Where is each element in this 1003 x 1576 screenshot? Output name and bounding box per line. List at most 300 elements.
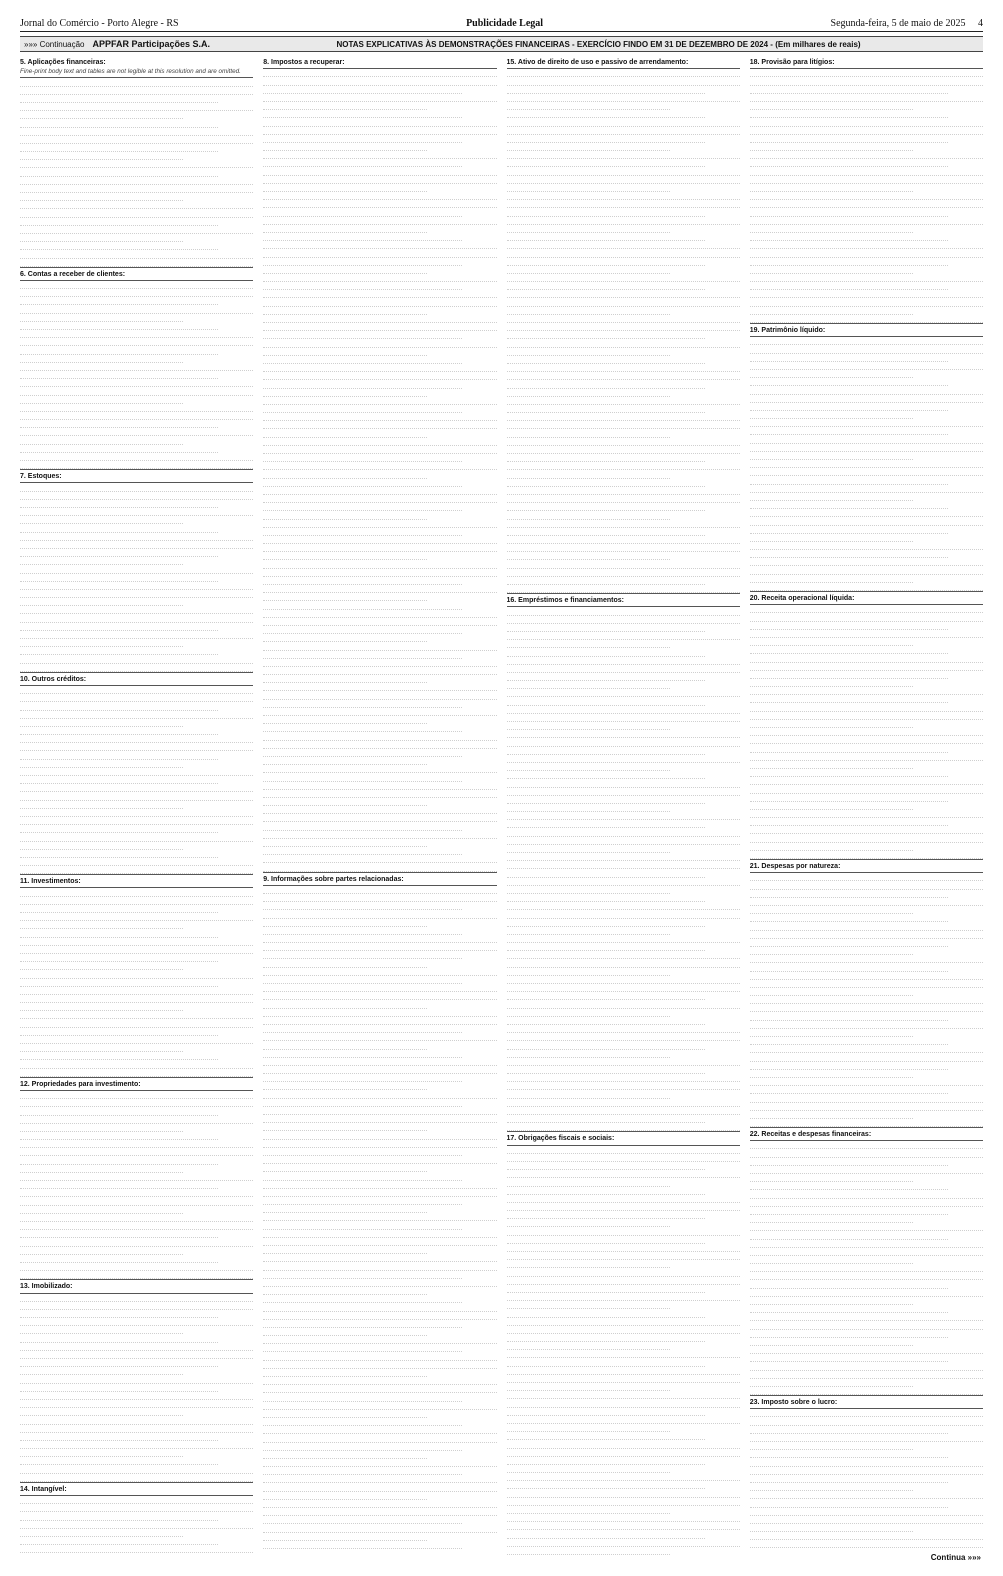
text-line: [750, 1086, 948, 1094]
text-line: [263, 192, 496, 200]
text-line: [750, 873, 983, 881]
text-line: [750, 354, 948, 362]
text-line: [20, 492, 253, 500]
text-line: [507, 1090, 670, 1098]
text-line: [263, 298, 496, 306]
text-line: [507, 413, 740, 421]
text-line: [507, 1342, 670, 1350]
text-line: [750, 1021, 983, 1029]
text-line: [20, 825, 218, 833]
text-line: [750, 1037, 948, 1045]
text-line: [507, 1082, 740, 1090]
section-heading: 8. Impostos a recuperar:: [263, 59, 345, 66]
text-line: [263, 601, 461, 609]
text-line: [263, 421, 496, 429]
text-line: [263, 1500, 496, 1508]
fine-print-block: [20, 1293, 253, 1483]
text-line: [507, 1146, 740, 1154]
text-line: [507, 665, 740, 673]
text-line: [263, 151, 496, 159]
text-line: [507, 1457, 705, 1465]
text-line: [750, 1272, 983, 1280]
text-line: [750, 1248, 983, 1256]
text-line: [750, 728, 983, 736]
text-line: [750, 1548, 948, 1556]
text-line: [20, 436, 183, 444]
text-line: [750, 1362, 983, 1370]
text-line: [507, 1318, 740, 1326]
text-line: [263, 1451, 426, 1459]
text-line: [507, 1383, 670, 1391]
text-line: [750, 1516, 983, 1524]
text-line: [20, 1099, 253, 1107]
text-line: [507, 1033, 740, 1041]
text-line: [263, 1246, 426, 1254]
text-line: [750, 1004, 983, 1012]
text-line: [507, 1277, 740, 1285]
text-line: [263, 1369, 426, 1377]
text-line: [507, 845, 670, 853]
text-line: [20, 1238, 253, 1246]
text-line: [507, 1399, 740, 1407]
text-line: [507, 1236, 705, 1244]
text-line: [20, 541, 253, 549]
text-line: [263, 323, 496, 331]
text-line: [20, 119, 218, 127]
company-name: APPFAR Participações S.A.: [92, 39, 211, 49]
text-line: [507, 730, 740, 738]
text-line: [20, 1334, 218, 1342]
text-line: [263, 520, 496, 528]
text-line: [750, 972, 983, 980]
text-line: [20, 858, 253, 866]
text-line: [507, 479, 705, 487]
text-line: [20, 686, 253, 694]
text-line: [20, 1247, 183, 1255]
text-line: [20, 234, 183, 242]
text-line: [263, 1230, 496, 1238]
text-line: [750, 127, 983, 135]
text-line: [507, 217, 740, 225]
text-line: [507, 1260, 670, 1268]
text-line: [20, 905, 218, 913]
text-line: [263, 847, 461, 855]
text-line: [750, 843, 913, 851]
text-line: [263, 487, 496, 495]
text-line: [750, 427, 948, 435]
text-line: [507, 290, 740, 298]
masthead: [20, 18, 983, 32]
text-line: [20, 1400, 253, 1408]
text-line: [263, 1107, 496, 1115]
text-line: [750, 403, 948, 411]
text-line: [507, 528, 705, 536]
text-line: [20, 346, 218, 354]
text-line: [20, 1425, 253, 1433]
text-line: [263, 1336, 496, 1344]
text-line: [507, 372, 740, 380]
text-line: [750, 550, 948, 558]
text-line: [750, 485, 983, 493]
text-line: [20, 743, 253, 751]
text-line: [263, 241, 496, 249]
text-line: [750, 744, 948, 752]
text-line: [750, 1387, 983, 1395]
text-line: [20, 218, 218, 226]
text-line: [507, 102, 670, 110]
text-line: [750, 1458, 983, 1466]
text-line: [263, 634, 426, 642]
text-line: [750, 69, 983, 77]
text-line: [20, 1222, 253, 1230]
text-line: [263, 691, 496, 699]
text-line: [263, 258, 461, 266]
text-line: [20, 412, 253, 420]
text-line: [507, 607, 740, 615]
text-line: [20, 1173, 253, 1181]
text-line: [750, 208, 948, 216]
text-line: [20, 111, 183, 119]
text-line: [750, 1532, 983, 1540]
text-line: [263, 1524, 496, 1532]
notes-title: NOTAS EXPLICATIVAS ÀS DEMONSTRAÇÕES FINANCEIRAS - EXERCÍCIO FINDO EM 31 DE DEZEMBRO DE 2024 - (Em milhares de reais): [336, 39, 861, 49]
text-line: [20, 371, 218, 379]
section-heading: 7. Estoques:: [20, 473, 62, 481]
text-line: [20, 1197, 253, 1205]
text-line: [750, 777, 983, 785]
text-line: [263, 159, 461, 167]
text-line: [263, 798, 426, 806]
text-line: [20, 664, 253, 672]
text-line: [507, 681, 670, 689]
text-line: [507, 771, 705, 779]
text-line: [263, 479, 461, 487]
text-line: [20, 1069, 253, 1077]
text-line: [263, 1475, 496, 1483]
text-line: [750, 444, 983, 452]
text-line: [507, 722, 670, 730]
text-line: [20, 817, 253, 825]
text-line: [20, 136, 253, 144]
text-line: [263, 560, 496, 568]
text-line: [507, 110, 705, 118]
text-line: [20, 128, 253, 136]
text-line: [507, 837, 740, 845]
text-line: [750, 1256, 913, 1264]
text-line: [750, 1483, 913, 1491]
text-line: [20, 396, 183, 404]
text-line: [750, 452, 913, 460]
text-line: [263, 1221, 461, 1229]
text-line: [750, 1166, 983, 1174]
fine-print-block: [263, 885, 496, 1556]
text-line: [750, 1207, 948, 1215]
text-line: [20, 929, 218, 937]
text-line: [507, 943, 705, 951]
section-heading: 15. Ativo de direito de uso e passivo de arrendamento:: [506, 59, 689, 66]
text-line: [750, 720, 913, 728]
text-line: [263, 536, 496, 544]
text-line: [507, 315, 740, 323]
text-line: [263, 1009, 496, 1017]
text-line: [750, 1305, 948, 1313]
text-line: [507, 1530, 705, 1538]
text-line: [507, 1449, 740, 1457]
text-line: [750, 386, 983, 394]
text-line: [507, 520, 740, 528]
text-line: [507, 446, 740, 454]
text-line: [263, 1483, 496, 1491]
text-line: [750, 818, 948, 826]
text-line: [507, 274, 740, 282]
text-line: [263, 822, 461, 830]
text-line: [750, 1078, 983, 1086]
text-line: [20, 582, 253, 590]
text-line: [750, 898, 983, 906]
text-line: [263, 1377, 496, 1385]
text-line: [750, 460, 983, 468]
text-line: [20, 516, 183, 524]
text-line: [263, 405, 461, 413]
text-line: [750, 1417, 983, 1425]
text-line: [750, 1045, 983, 1053]
text-line: [20, 979, 218, 987]
text-line: [750, 298, 983, 306]
text-line: [263, 307, 426, 315]
text-line: [263, 1197, 461, 1205]
text-line: [507, 820, 705, 828]
text-line: [750, 712, 983, 720]
text-line: [263, 1271, 461, 1279]
text-line: [750, 663, 983, 671]
fine-print-block: [507, 68, 740, 594]
text-line: [750, 1264, 983, 1272]
text-line: [750, 1240, 983, 1248]
text-line: [507, 397, 740, 405]
text-line: [20, 694, 253, 702]
text-line: [750, 1426, 948, 1434]
text-line: [263, 208, 461, 216]
text-line: [750, 1289, 983, 1297]
text-line: [750, 922, 983, 930]
text-line: [263, 167, 496, 175]
text-line: [20, 483, 253, 491]
text-line: [20, 1553, 253, 1556]
text-line: [750, 1280, 948, 1288]
text-line: [263, 511, 426, 519]
text-line: [263, 927, 461, 935]
text-line: [20, 760, 183, 768]
text-line: [507, 348, 670, 356]
text-line: [20, 702, 218, 710]
text-line: [263, 86, 461, 94]
text-line: [750, 362, 983, 370]
text-line: [507, 910, 740, 918]
text-line: [263, 1312, 496, 1320]
text-line: [20, 557, 183, 565]
text-line: [20, 152, 183, 160]
text-line: [750, 517, 983, 525]
text-line: [20, 533, 253, 541]
text-line: [750, 671, 948, 679]
text-line: [263, 380, 461, 388]
continues-label: Continua »»»: [930, 1553, 981, 1562]
text-line: [20, 1165, 183, 1173]
text-line: [263, 569, 496, 577]
text-line: [263, 741, 496, 749]
text-line: [263, 1508, 496, 1516]
fine-print-block: [20, 887, 253, 1077]
text-line: [20, 1359, 218, 1367]
text-line: [750, 118, 983, 126]
text-line: [20, 987, 253, 995]
text-line: [507, 853, 740, 861]
text-line: [750, 988, 913, 996]
text-line: [750, 613, 983, 621]
text-line: [20, 1537, 218, 1545]
text-line: [507, 1522, 740, 1530]
text-line: [20, 954, 218, 962]
text-line: [263, 855, 496, 863]
text-line: [20, 751, 218, 759]
text-line: [263, 1017, 496, 1025]
text-line: [20, 461, 253, 469]
text-line: [20, 1255, 218, 1263]
text-line: [263, 217, 496, 225]
text-line: [263, 716, 426, 724]
text-line: [20, 250, 253, 258]
text-line: [20, 1003, 183, 1011]
text-line: [750, 1379, 913, 1387]
text-line: [750, 1223, 983, 1231]
text-line: [507, 77, 740, 85]
text-line: [263, 790, 496, 798]
text-line: [263, 610, 496, 618]
text-line: [20, 1441, 253, 1449]
text-line: [263, 503, 461, 511]
text-line: [507, 454, 705, 462]
text-line: [750, 695, 948, 703]
text-line: [20, 1545, 253, 1553]
text-line: [20, 242, 218, 250]
text-line: [507, 902, 740, 910]
text-line: [263, 886, 496, 894]
text-line: [750, 622, 948, 630]
text-line: [263, 683, 496, 691]
text-line: [263, 700, 461, 708]
text-line: [750, 1499, 948, 1507]
text-line: [263, 1459, 496, 1467]
text-line: [20, 193, 183, 201]
text-line: [750, 282, 948, 290]
text-line: [750, 558, 983, 566]
text-line: [263, 462, 496, 470]
text-line: [263, 626, 461, 634]
text-line: [507, 861, 740, 869]
text-line: [507, 1416, 740, 1424]
text-line: [750, 1111, 913, 1119]
text-line: [750, 94, 983, 102]
text-line: [263, 1000, 426, 1008]
text-line: [750, 583, 983, 591]
text-line: [20, 1116, 253, 1124]
text-line: [263, 1467, 461, 1475]
text-line: [263, 943, 496, 951]
text-line: [263, 118, 496, 126]
text-line: [507, 1074, 740, 1082]
text-line: [20, 801, 183, 809]
text-line: [750, 1434, 983, 1442]
text-line: [20, 1132, 218, 1140]
text-line: [263, 667, 496, 675]
text-line: [263, 470, 426, 478]
text-line: [507, 1326, 740, 1334]
text-line: [20, 631, 253, 639]
text-line: [507, 779, 740, 787]
text-line: [507, 869, 705, 877]
text-line: [750, 1149, 983, 1157]
text-line: [750, 501, 948, 509]
fine-print-block: [750, 872, 983, 1128]
text-line: [263, 618, 496, 626]
text-line: [20, 1294, 253, 1302]
text-line: [263, 1041, 426, 1049]
text-line: [263, 959, 426, 967]
text-line: [20, 78, 253, 86]
text-line: [750, 476, 948, 484]
text-line: [263, 1090, 496, 1098]
text-line: [20, 565, 253, 573]
text-line: [507, 1000, 740, 1008]
text-line: [750, 769, 948, 777]
text-line: [507, 1432, 705, 1440]
text-line: [263, 454, 461, 462]
text-line: [263, 331, 461, 339]
text-line: [750, 266, 913, 274]
text-line: [263, 773, 461, 781]
text-line: [20, 1214, 253, 1222]
text-line: [507, 143, 670, 151]
section-heading: 18. Provisão para litígios:: [749, 59, 835, 66]
section-heading: 10. Outros créditos:: [20, 675, 87, 683]
text-line: [507, 1211, 705, 1219]
text-line: [20, 185, 253, 193]
text-line: [750, 834, 983, 842]
text-line: [507, 503, 705, 511]
text-line: [750, 654, 983, 662]
text-line: [263, 1164, 426, 1172]
text-line: [750, 493, 913, 501]
section-heading: 21. Despesas por natureza:: [749, 863, 841, 871]
masthead-page-number: 4: [977, 18, 983, 29]
text-line: [263, 233, 461, 241]
text-line: [263, 968, 496, 976]
text-line: [750, 761, 913, 769]
text-line: [507, 127, 740, 135]
text-line: [20, 289, 253, 297]
text-line: [20, 549, 218, 557]
text-line: [507, 640, 670, 648]
text-line: [750, 1354, 948, 1362]
text-line: [20, 500, 218, 508]
text-line: [507, 624, 705, 632]
text-line: [20, 160, 253, 168]
text-line: [20, 639, 183, 647]
text-line: [507, 828, 740, 836]
text-line: [263, 1328, 426, 1336]
text-line: [507, 569, 740, 577]
text-line: [263, 1361, 496, 1369]
